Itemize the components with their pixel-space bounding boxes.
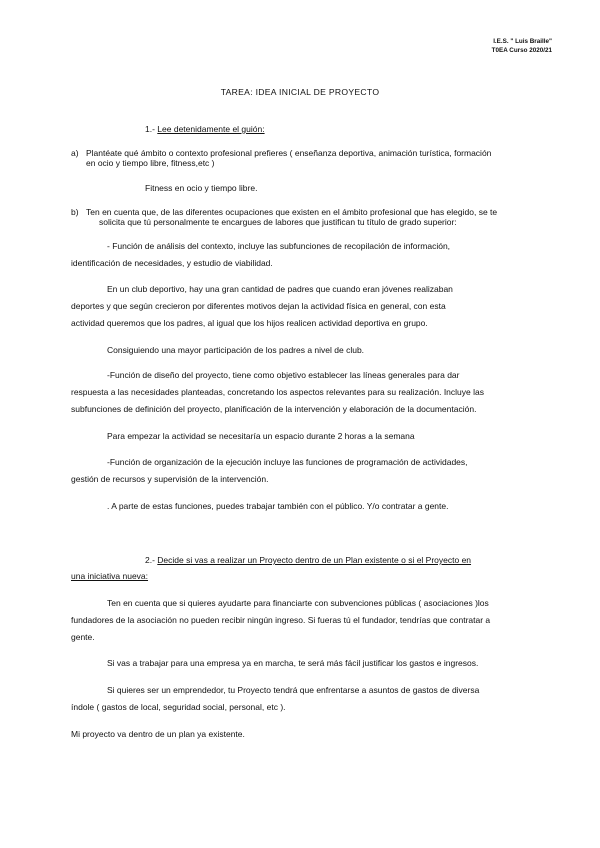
function-design-line3: subfunciones de definición del proyecto, planificación de la intervención y elaboración de la documentación. (71, 404, 477, 414)
function-design-line1: -Función de diseño del proyecto, tiene como objetivo establecer las líneas generales para dar (107, 370, 460, 380)
context-paragraph-line2: deportes y que según crecieron por diferentes motivos dejan la actividad física en general, con esta (71, 301, 446, 311)
document-title: TAREA: IDEA INICIAL DE PROYECTO (220, 87, 380, 97)
item-b-line2: solicita que tú personalmente te encargues de labores que justifican tu título de grado superior: (99, 217, 457, 227)
header-course: T0EA Curso 2020/21 (491, 47, 552, 54)
section2-heading-number: 2.- (145, 555, 155, 565)
public-paragraph: . A parte de estas funciones, puedes trabajar también con el público. Y/o contratar a gente. (107, 501, 449, 511)
participation-paragraph: Consiguiendo una mayor participación de los padres a nivel de club. (107, 345, 365, 355)
item-b-line1: Ten en cuenta que, de las diferentes ocupaciones que existen en el ámbito profesional que has elegido, se te (86, 207, 498, 217)
section1-heading (145, 124, 265, 135)
section1-heading-text: Lee detenidamente el guión: (157, 124, 265, 134)
section2-heading-line2: una iniciativa nueva: (71, 571, 149, 581)
function-design-line2: respuesta a las necesidades planteadas, concretando los aspectos relevantes para su realización. Incluye las (71, 387, 484, 397)
function-organization-line1: -Función de organización de la ejecución incluye las funciones de programación de actividades, (107, 457, 468, 467)
entrepreneur-paragraph-line2: índole ( gastos de local, seguridad social, personal, etc ). (71, 702, 286, 712)
item-a-line2: en ocio y tiempo libre, fitness,etc ) (86, 158, 215, 168)
subsidy-paragraph-line1: Ten en cuenta que si quieres ayudarte para financiarte con subvenciones públicas ( asociaciones )los (107, 598, 489, 608)
company-paragraph: Si vas a trabajar para una empresa ya en marcha, te será más fácil justificar los gastos e ingresos. (107, 658, 479, 668)
function-analysis-line1: - Función de análisis del contexto, incluye las subfunciones de recopilación de información, (107, 241, 451, 251)
space-paragraph: Para empezar la actividad se necesitaría un espacio durante 2 horas a la semana (107, 431, 415, 441)
section1-heading-number: 1.- (145, 124, 155, 134)
entrepreneur-paragraph-line1: Si quieres ser un emprendedor, tu Proyecto tendrá que enfrentarse a asuntos de gastos de diversa (107, 685, 480, 695)
context-paragraph-line1: En un club deportivo, hay una gran cantidad de padres que cuando eran jóvenes realizaban (107, 284, 453, 294)
function-analysis-line2: identificación de necesidades, y estudio de viabilidad. (71, 258, 273, 268)
item-a-answer: Fitness en ocio y tiempo libre. (145, 183, 258, 193)
section2-heading-text: Decide si vas a realizar un Proyecto dentro de un Plan existente o si el Proyecto en (157, 555, 472, 565)
conclusion-paragraph: Mi proyecto va dentro de un plan ya existente. (71, 729, 245, 739)
context-paragraph-line3: actividad queremos que los padres, al igual que los hijos realicen actividad deportiva en grupo. (71, 318, 428, 328)
item-a-label: a) (71, 148, 79, 158)
section2-heading-line1 (145, 555, 471, 566)
header-school: I.E.S. " Luis Braille" (493, 38, 552, 45)
subsidy-paragraph-line2: fundadores de la asociación no pueden recibir ningún ingreso. Si fueras tú el fundador, tendrías que contratar a (71, 615, 491, 625)
subsidy-paragraph-line3: gente. (71, 632, 95, 642)
item-a-line1: Plantéate qué ámbito o contexto profesional prefieres ( enseñanza deportiva, animación turística, formación (86, 148, 492, 158)
item-b-label: b) (71, 207, 79, 217)
function-organization-line2: gestión de recursos y supervisión de la intervención. (71, 474, 269, 484)
